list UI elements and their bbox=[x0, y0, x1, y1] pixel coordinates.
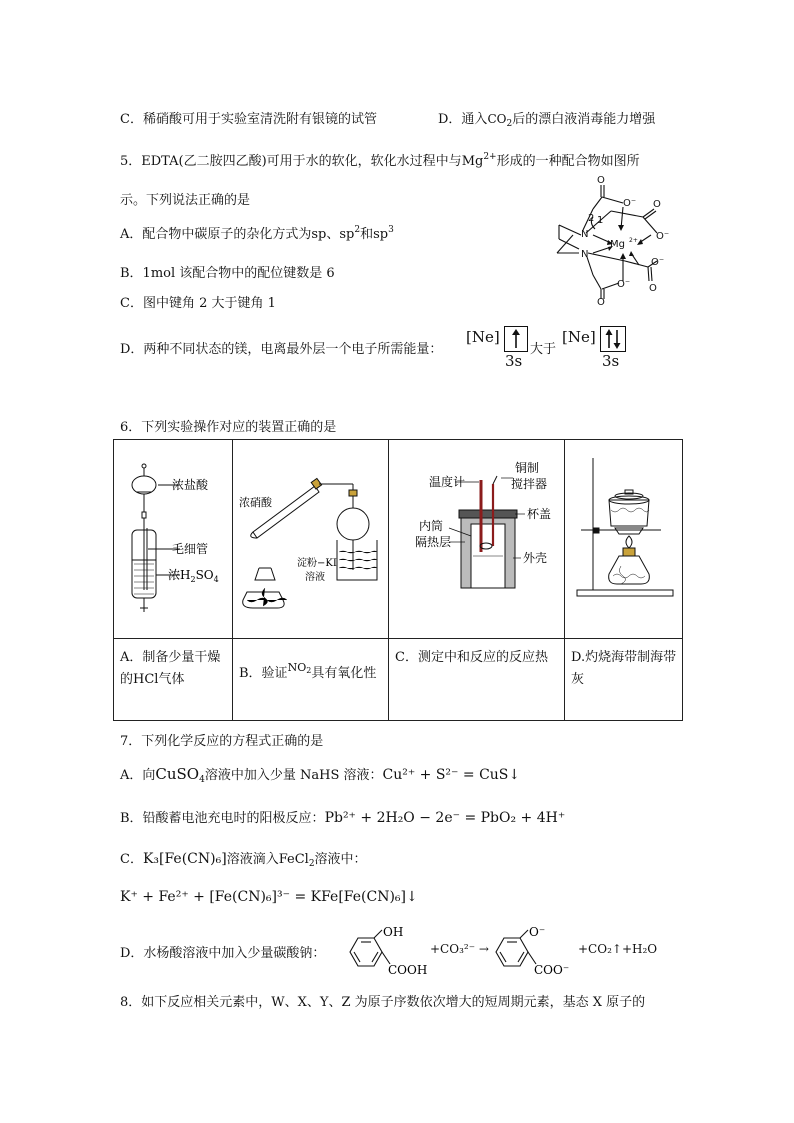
apparatus-c-cell bbox=[389, 440, 565, 639]
svg-text:O: O bbox=[597, 297, 605, 305]
apparatus-b-cell bbox=[233, 440, 389, 639]
svg-text:O⁻: O⁻ bbox=[623, 198, 637, 209]
svg-text:2: 2 bbox=[588, 213, 595, 224]
paired-arrows-icon bbox=[601, 327, 625, 351]
svg-text:N: N bbox=[581, 249, 589, 260]
svg-text:浓H2SO4: 浓$H_2SO_4$ bbox=[168, 568, 219, 584]
q6-apparatus-table bbox=[113, 439, 683, 721]
svg-text:O: O bbox=[649, 283, 657, 294]
q7-option-b: B．铅酸蓄电池充电时的阳极反应：Pb²⁺ + 2H₂O − 2e⁻ = PbO₂ + 4H⁺ bbox=[120, 810, 566, 826]
caption-a: A．制备少量干燥的HCl气体 bbox=[114, 639, 233, 721]
q7-option-d: D．水杨酸溶液中加入少量碳酸钠： bbox=[120, 946, 326, 961]
svg-text:O⁻: O⁻ bbox=[656, 231, 670, 242]
svg-text:1: 1 bbox=[597, 215, 604, 226]
apparatus-d-cell bbox=[565, 440, 683, 639]
svg-text:N: N bbox=[581, 229, 589, 240]
svg-text:外壳: 外壳 bbox=[523, 551, 548, 565]
q7-option-c: C．K₃[Fe(CN)₆]溶液滴入FeCl$_2$溶液中： bbox=[120, 851, 367, 869]
products: +CO₂↑+H₂O bbox=[578, 942, 658, 956]
q5-option-a: A．配合物中碳原子的杂化方式为sp、$sp^2$和$sp^3$ bbox=[120, 225, 394, 242]
svg-text:O⁻: O⁻ bbox=[651, 257, 665, 268]
apparatus-a-drawing bbox=[114, 440, 233, 638]
svg-text:O⁻: O⁻ bbox=[617, 279, 631, 290]
svg-text:OH: OH bbox=[383, 925, 404, 939]
svg-text:杯盖: 杯盖 bbox=[527, 507, 552, 521]
svg-text:Mg: Mg bbox=[610, 239, 625, 250]
no2-formula: NO2 bbox=[287, 661, 312, 675]
svg-text:2+: 2+ bbox=[629, 237, 638, 244]
apparatus-b-drawing bbox=[233, 440, 389, 638]
orbital-box bbox=[504, 326, 528, 352]
orbital-box bbox=[600, 326, 626, 352]
svg-text:溶液: 溶液 bbox=[305, 572, 325, 583]
svg-text:浓盐酸: 浓盐酸 bbox=[172, 478, 209, 492]
edta-mg-complex-structure bbox=[553, 173, 683, 305]
q5-stem-line2: 示。下列说法正确的是 bbox=[120, 193, 251, 208]
svg-text:搅拌器: 搅拌器 bbox=[511, 477, 548, 491]
q6-stem: 6．下列实验操作对应的装置正确的是 bbox=[120, 420, 337, 435]
svg-text:内筒: 内筒 bbox=[419, 519, 444, 533]
q5-option-d-mid: 大于 bbox=[530, 342, 557, 357]
svg-text:铜制: 铜制 bbox=[515, 461, 540, 475]
salicylate-structure bbox=[484, 924, 580, 978]
svg-text:隔热层: 隔热层 bbox=[415, 535, 452, 549]
svg-text:O: O bbox=[653, 199, 661, 210]
caption-c: C．测定中和反应的反应热 bbox=[389, 639, 565, 721]
apparatus-a-cell bbox=[114, 440, 233, 639]
svg-text:O⁻: O⁻ bbox=[529, 925, 546, 939]
q7-stem: 7．下列化学反应的方程式正确的是 bbox=[120, 734, 324, 749]
svg-text:浓硝酸: 浓硝酸 bbox=[239, 496, 272, 509]
co2-formula: $CO_2$ bbox=[487, 112, 513, 129]
q7-option-c-equation: K⁺ + Fe²⁺ + [Fe(CN)₆]³⁻ = KFe[Fe(CN)₆]↓ bbox=[120, 889, 418, 905]
svg-text:COOH: COOH bbox=[388, 963, 428, 977]
svg-text:毛细管: 毛细管 bbox=[172, 542, 209, 556]
carbonate-reactant: +CO₃²⁻ → bbox=[430, 942, 489, 956]
up-arrow-icon bbox=[505, 327, 527, 351]
q4-option-d: D．通入$CO_2$后的漂白液消毒能力增强 bbox=[438, 112, 656, 129]
apparatus-c-drawing bbox=[389, 440, 565, 638]
svg-text:温度计: 温度计 bbox=[429, 475, 466, 489]
caption-b: B．验证$^{NO2}$具有氧化性 bbox=[233, 639, 389, 721]
salicylic-acid-structure bbox=[338, 924, 438, 978]
caption-d: D.灼烧海带制海带灰 bbox=[565, 639, 683, 721]
q5-option-d: D．两种不同状态的镁，电离最外层一个电子所需能量： bbox=[120, 342, 443, 357]
q5-stem-line1: 5．EDTA(乙二胺四乙酸)可用于水的软化，软化水过程中与$Mg^{2+}$形成的一种配合物如图所 bbox=[120, 152, 640, 169]
apparatus-d-drawing bbox=[565, 440, 683, 638]
svg-text:COO⁻: COO⁻ bbox=[534, 963, 570, 977]
svg-text:O: O bbox=[597, 175, 605, 186]
q7-option-a: A．向CuSO$_4$溶液中加入少量 NaHS 溶液：Cu²⁺ + S²⁻ = CuS↓ bbox=[120, 765, 521, 785]
q4-option-c: C．稀硝酸可用于实验室清洗附有银镜的试管 bbox=[120, 112, 377, 127]
q8-stem: 8．如下反应相关元素中，W、X、Y、Z 为原子序数依次增大的短周期元素，基态 X 原子的 bbox=[120, 995, 646, 1010]
svg-text:淀粉−KI: 淀粉−KI bbox=[297, 558, 337, 569]
q5-option-b: B．1mol 该配合物中的配位键数是 6 bbox=[120, 266, 335, 281]
q5-option-c: C．图中键角 2 大于键角 1 bbox=[120, 296, 276, 311]
